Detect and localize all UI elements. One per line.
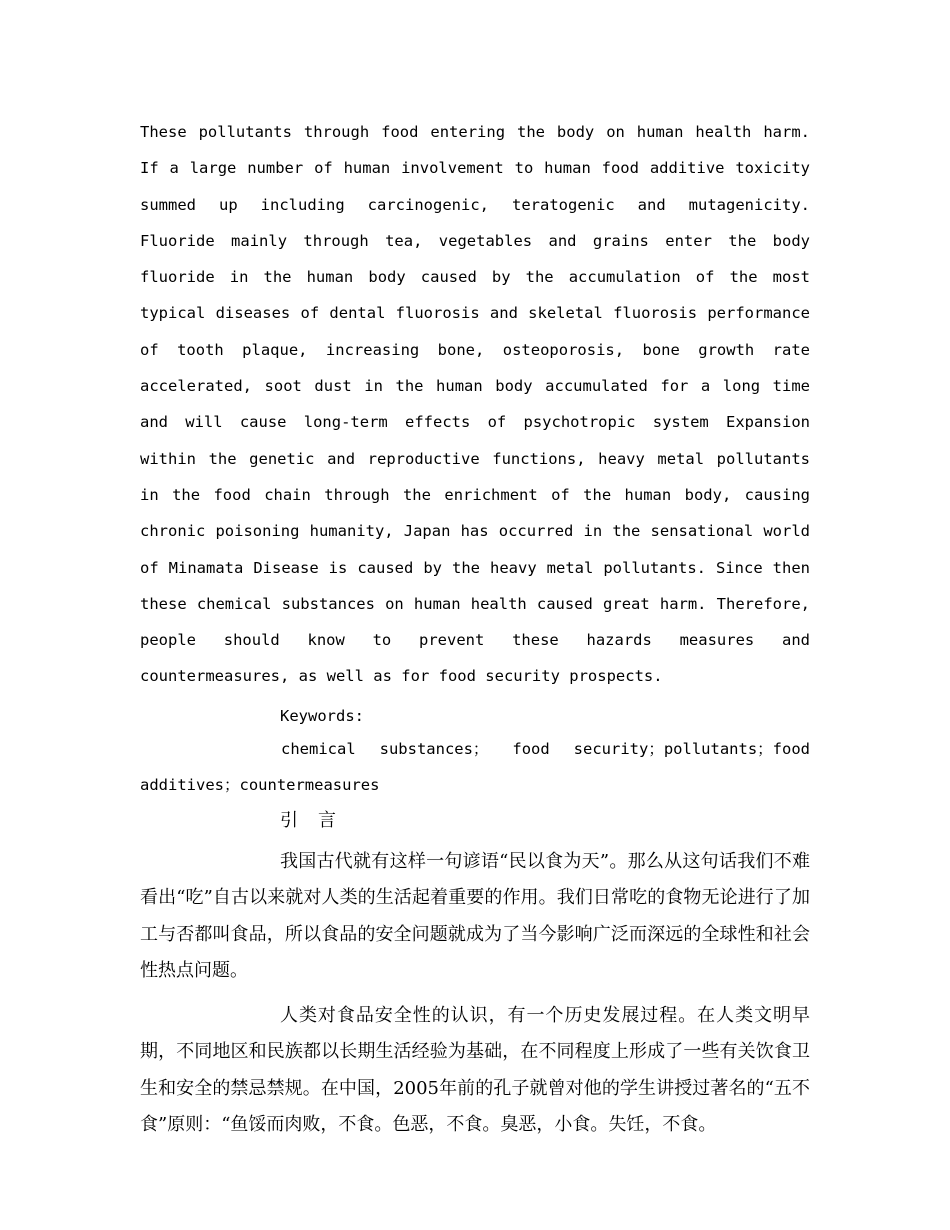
section-heading: 引言 xyxy=(280,810,356,832)
keywords-label: Keywords: xyxy=(280,706,364,725)
keywords-list: chemical substances； food security；pollutants；food additives；countermeasures xyxy=(140,739,810,795)
document-body xyxy=(140,114,810,1144)
abstract-paragraph: These pollutants through food entering the body on human health harm. If a large number of human involvement to human food additive toxicity summed up including carcinogenic, teratogenic and mutagenicity. Fluoride mainly through tea, vegetables and grains enter the body fluoride in the human body caused by the accumulation of the most typical diseases of dental fluorosis and skeletal fluorosis performance of tooth plaque, increasing bone, osteoporosis, bone growth rate accelerated, soot dust in the human body accumulated for a long time and will cause long-term effects of psychotropic system Expansion within the genetic and reproductive functions, heavy metal pollutants in the food chain through the enrichment of the human body, causing chronic poisoning humanity, Japan has occurred in the sensational world of Minamata Disease is caused by the heavy metal pollutants. Since then these chemical substances on human health caused great harm. Therefore, people should know to prevent these hazards measures and countermeasures, as well as for food security prospects. xyxy=(140,123,810,686)
body-paragraph-2: 人类对食品安全性的认识，有一个历史发展过程。在人类文明早期，不同地区和民族都以长期生活经验为基础，在不同程度上形成了一些有关饮食卫生和安全的禁忌禁规。在中国，2005年前的孔子就曾对他的学生讲授过著名的“五不食”原则：“鱼馁而肉败，不食。色恶，不食。臭恶，小食。失饪，不食。 xyxy=(140,1004,810,1136)
body-paragraph-1: 我国古代就有这样一句谚语“民以食为天”。那么从这句话我们不难看出“吃”自古以来就对人类的生活起着重要的作用。我们日常吃的食物无论进行了加工与否都叫食品，所以食品的安全问题就成为了当今影响广泛而深远的全球性和社会性热点问题。 xyxy=(140,850,810,982)
